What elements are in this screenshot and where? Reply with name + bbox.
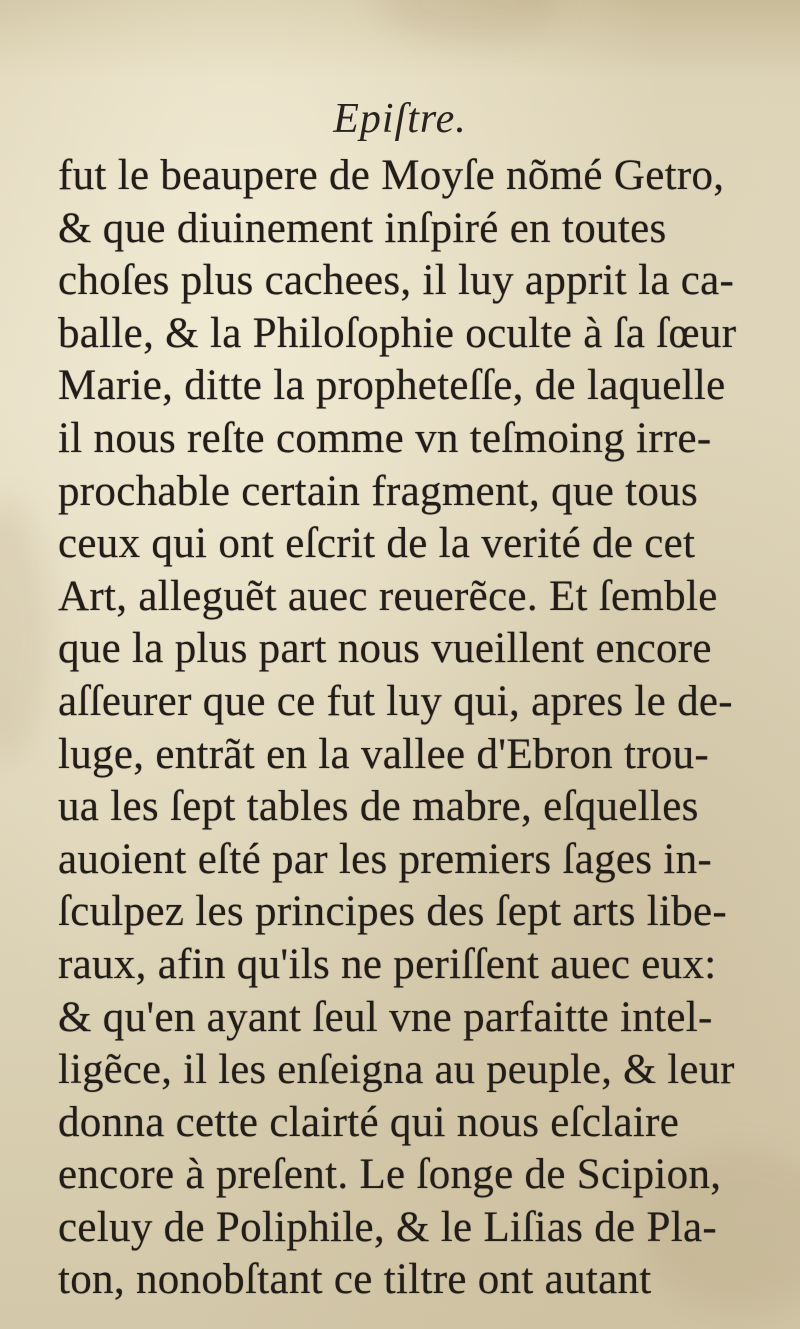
text-line: auoient eſté par les premiers ſages in- (58, 835, 713, 883)
text-line: ligẽce, il les enſeigna au peuple, & leur (58, 1046, 735, 1094)
text-line: Art, alleguẽt auec reuerẽce. Et ſemble (58, 572, 718, 620)
text-line: raux, afin qu'ils ne periſſent auec eux: (58, 940, 717, 988)
text-line: & qu'en ayant ſeul vne parfaitte intel- (58, 993, 713, 1041)
text-line: donna cette clairté qui nous eſclaire (58, 1098, 680, 1146)
text-line: & que diuinement inſpiré en toutes (58, 204, 667, 252)
text-line: encore à preſent. Le ſonge de Scipion, (58, 1151, 722, 1199)
text-line: Marie, ditte la propheteſſe, de laquelle (58, 362, 726, 410)
text-line: que la plus part nous vueillent encore (58, 625, 712, 673)
text-line: luge, entrãt en la vallee d'Ebron trou- (58, 730, 710, 778)
text-line: ceux qui ont eſcrit de la verité de cet (58, 520, 696, 568)
text-line: aſſeurer que ce fut luy qui, apres le de- (58, 677, 733, 725)
text-line: balle, & la Philoſophie oculte à ſa ſœur (58, 309, 737, 357)
text-line: ſculpez les principes des ſept arts libe- (58, 888, 728, 936)
text-line: ua les ſept tables de mabre, eſquelles (58, 783, 699, 831)
text-line: fut le beaupere de Moyſe nõmé Getro, (58, 152, 725, 199)
text-line: prochable certain fragment, que tous (58, 467, 699, 515)
paper-stain (0, 500, 50, 760)
paper-stain (380, 0, 560, 40)
text-line: il nous reſte comme vn teſmoing irre- (58, 414, 712, 462)
text-line: choſes plus cachees, il luy apprit la ca- (58, 257, 735, 305)
body-text (58, 150, 737, 1307)
text-line: ton, nonobſtant ce tiltre ont autant (58, 1256, 652, 1304)
text-line: celuy de Poliphile, & le Liſias de Pla- (58, 1203, 717, 1251)
running-head: Epiſtre. (333, 96, 467, 142)
